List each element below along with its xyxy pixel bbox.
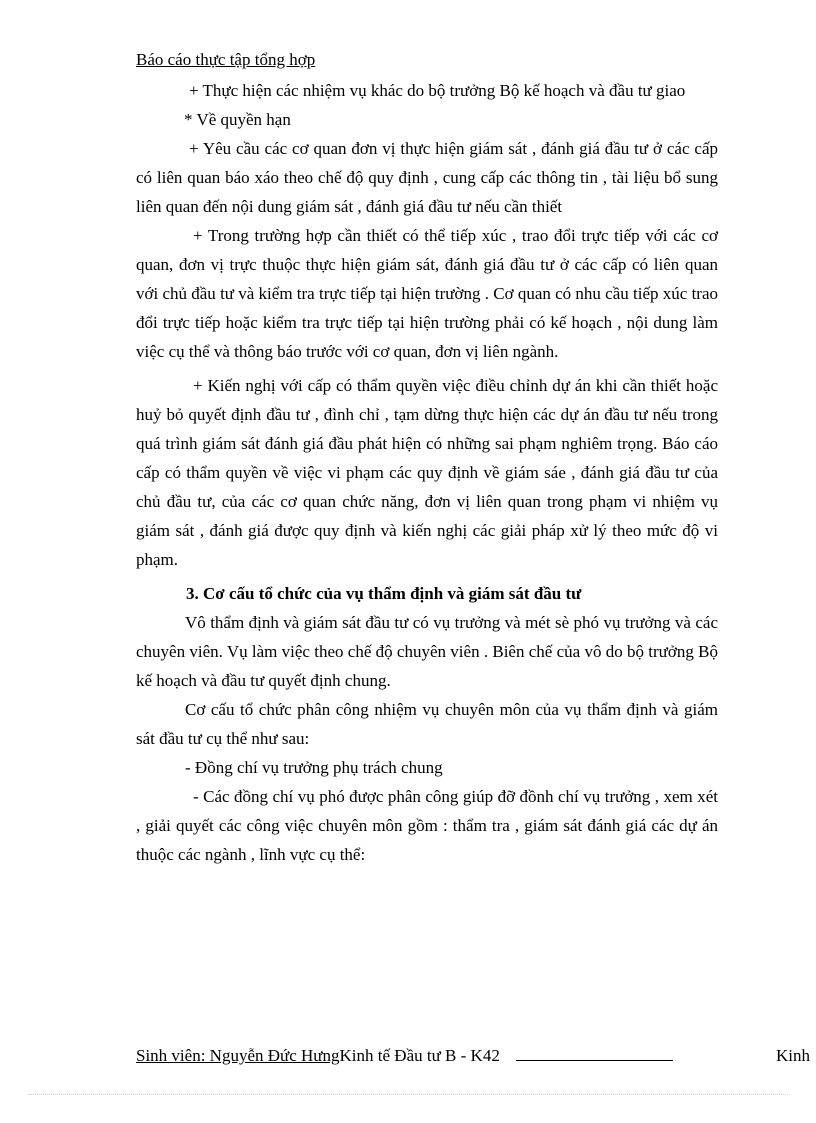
page-bottom-divider — [28, 1094, 788, 1095]
paragraph-director: - Đồng chí vụ trưởng phụ trách chung — [185, 758, 443, 777]
footer-rule — [516, 1046, 673, 1061]
paragraph-department-structure: Vô thẩm định và giám sát đầu tư có vụ trưởng và mét sè phó vụ trưởng và các chuyên viên. Vụ làm việc theo chế độ chuyên viên . Biên chế của vô do bộ trưởng Bộ kế hoạch và đầu tư quyết định chung. — [136, 613, 718, 690]
paragraph-other-tasks: + Thực hiện các nhiệm vụ khác do bộ trưởng Bộ kế hoạch và đầu tư giao — [189, 81, 686, 100]
section-heading: 3. Cơ cấu tổ chức của vụ thẩm định và giám sát đầu tư — [186, 584, 582, 603]
document-body — [136, 76, 718, 869]
page-header: Báo cáo thực tập tổng hợp — [136, 50, 316, 69]
paragraph-recommendations: + Kiến nghị với cấp có thẩm quyền việc điều chỉnh dự án khi cần thiết hoặc huỷ bỏ quyết định đầu tư , đình chỉ , tạm dừng thực hiện các dự án đầu tư nếu trong quá trình giám sát đánh giá đầu phát hiện có những sai phạm nghiêm trọng. Báo cáo cấp có thẩm quyền về việc vi phạm các quy định về giám sáe , đánh giá đầu tư của chủ đầu tư, của các cơ quan chức năng, đơn vị liên quan trong phạm vi nhiệm vụ giám sát , đánh giá được quy định và kiến nghị các giải pháp xử lý theo mức độ vi phạm. — [136, 376, 718, 569]
footer-student: Sinh viên: Nguyễn Đức Hưng — [136, 1046, 340, 1065]
page-footer — [136, 1046, 673, 1066]
footer-right-text: Kinh — [776, 1046, 810, 1065]
paragraph-deputy-directors: - Các đồng chí vụ phó được phân công giúp đỡ đồnh chí vụ trưởng , xem xét , giải quyết các công việc chuyên môn gồm : thẩm tra , giám sát đánh giá các dự án thuộc các ngành , lĩnh vực cụ thể: — [136, 787, 718, 864]
paragraph-task-assignment: Cơ cấu tổ chức phân công nhiệm vụ chuyên môn của vụ thẩm định và giám sát đầu tư cụ thể như sau: — [136, 700, 718, 748]
paragraph-request-reports: + Yêu cầu các cơ quan đơn vị thực hiện giám sát , đánh giá đầu tư ở các cấp có liên quan báo xáo theo chế độ quy định , cung cấp các thông tin , tài liệu bổ sung liên quan đến nội dung giám sát , đánh giá đầu tư nếu cần thiết — [136, 139, 718, 216]
footer-class: Kinh tế Đầu tư B - K42 — [339, 1046, 500, 1065]
paragraph-direct-contact: + Trong trường hợp cần thiết có thể tiếp xúc , trao đổi trực tiếp với các cơ quan, đơn vị trực thuộc thực hiện giám sát, đánh giá đầu tư ở các cấp có liên quan với chủ đầu tư và kiểm tra trực tiếp tại hiện trường . Cơ quan có nhu cầu tiếp xúc trao đổi trực tiếp hoặc kiểm tra trực tiếp tại hiện trường phải có kế hoạch , nội dung làm việc cụ thể và thông báo trước với cơ quan, đơn vị liên ngành. — [136, 226, 718, 361]
paragraph-rights-heading: * Về quyền hạn — [184, 110, 291, 129]
